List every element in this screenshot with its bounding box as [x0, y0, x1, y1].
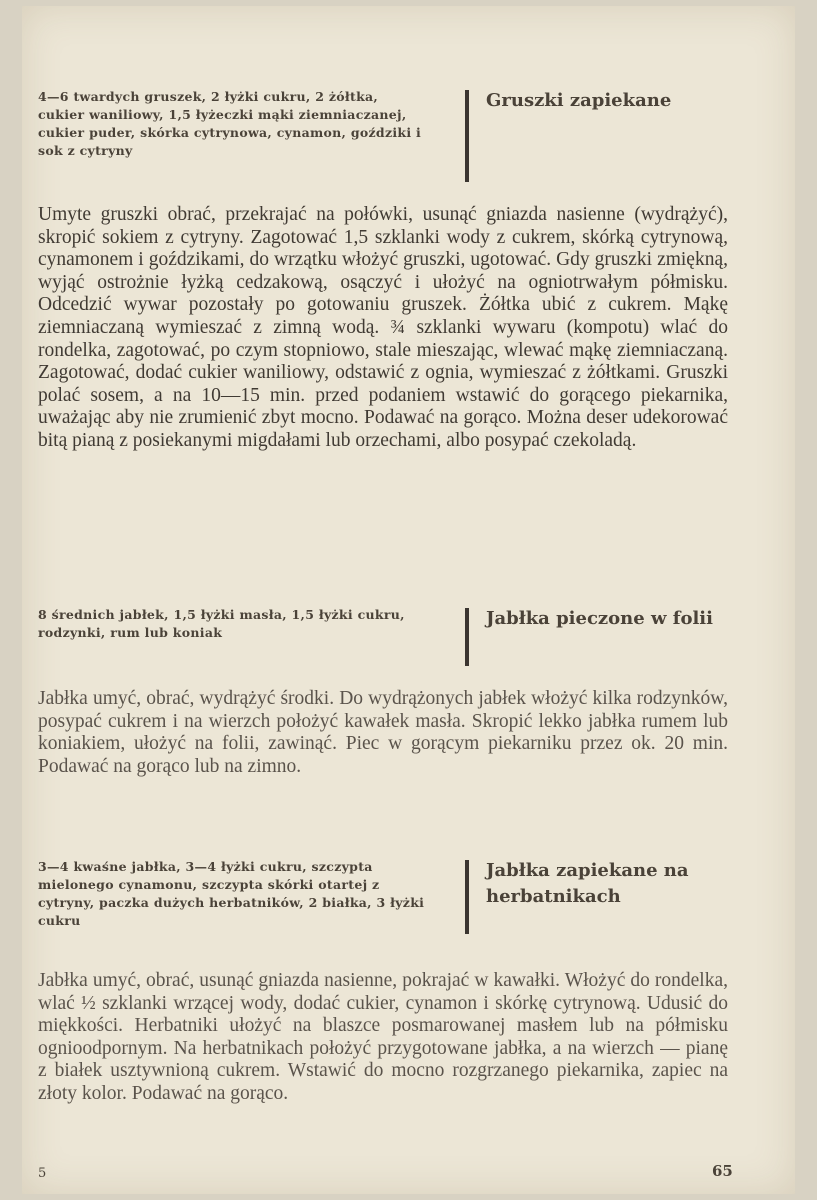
recipe-title: Jabłka pieczone w folii	[486, 608, 713, 629]
page-number: 65	[712, 1162, 733, 1180]
vertical-divider	[465, 860, 469, 934]
vertical-divider	[465, 608, 469, 666]
recipe-instructions: Jabłka umyć, obrać, wydrążyć środki. Do wydrążonych jabłek włożyć kilka rodzynków, posypać cukrem i na wierzch położyć kawałek masła. Skropić lekko jabłka rumem lub koniakiem, ułożyć na folii, zawinąć. Piec w gorącym piekarniku przez ok. 20 min. Podawać na gorąco lub na zimno.	[38, 688, 728, 777]
recipe-title: Gruszki zapiekane	[486, 90, 672, 111]
recipe-instructions: Jabłka umyć, obrać, usunąć gniazda nasienne, pokrajać w kawałki. Włożyć do rondelka, wlać ½ szklanki wrzącej wody, dodać cukier, cynamon i skórkę cytrynową. Udusić do miękkości. Herbatniki ułożyć na blaszce posmarowanej masłem lub na półmisku ognioodpornym. Na herbatnikach położyć przygotowane jabłka, a na wierzch — pianę z białek usztywnioną cukrem. Wstawić do mocno rozgrzanego piekarnika, zapiec na złoty kolor. Podawać na gorąco.	[38, 970, 728, 1104]
ingredients-list: 8 średnich jabłek, 1,5 łyżki masła, 1,5 łyżki cukru, rodzynki, rum lub koniak	[38, 607, 405, 640]
recipe-instructions: Umyte gruszki obrać, przekrajać na połówki, usunąć gniazda nasienne (wydrążyć), skropić sokiem z cytryny. Zagotować 1,5 szklanki wody z cukrem, skórką cytrynową, cynamonem i goździkami, do wrzątku włożyć gruszki, ugotować. Gdy gruszki zmiękną, wyjąć ostrożnie łyżką cedzakową, osączyć i ułożyć na ogniotrwałym półmisku. Odcedzić wywar pozostały po gotowaniu gruszek. Żółtka ubić z cukrem. Mąkę ziemniaczaną wymieszać z zimną wodą. ¾ szklanki wywaru (kompotu) wlać do rondelka, zagotować, po czym stopniowo, stale mieszając, wlewać mąkę ziemniaczaną. Zagotować, dodać cukier waniliowy, odstawić z ognia, wymieszać z żółtkami. Gruszki polać sosem, a na 10—15 min. przed podaniem wstawić do gorącego piekarnika, uważając aby nie zrumienić zbyt mocno. Podawać na gorąco. Można deser udekorować bitą pianą z posiekanymi migdałami lub orzechami, albo posypać czekoladą.	[38, 204, 728, 451]
recipe-title: Jabłka zapiekane na herbatnikach	[486, 860, 689, 907]
footer-mark: 5	[38, 1166, 47, 1181]
ingredients-list: 3—4 kwaśne jabłka, 3—4 łyżki cukru, szczypta mielonego cynamonu, szczypta skórki otartej z cytryny, paczka dużych herbatników, 2 białka, 3 łyżki cukru	[38, 859, 425, 928]
cookbook-page	[22, 6, 795, 1194]
vertical-divider	[465, 90, 469, 182]
ingredients-list: 4—6 twardych gruszek, 2 łyżki cukru, 2 żółtka, cukier waniliowy, 1,5 łyżeczki mąki ziemniaczanej, cukier puder, skórka cytrynowa, cynamon, goździki i sok z cytryny	[38, 89, 422, 158]
